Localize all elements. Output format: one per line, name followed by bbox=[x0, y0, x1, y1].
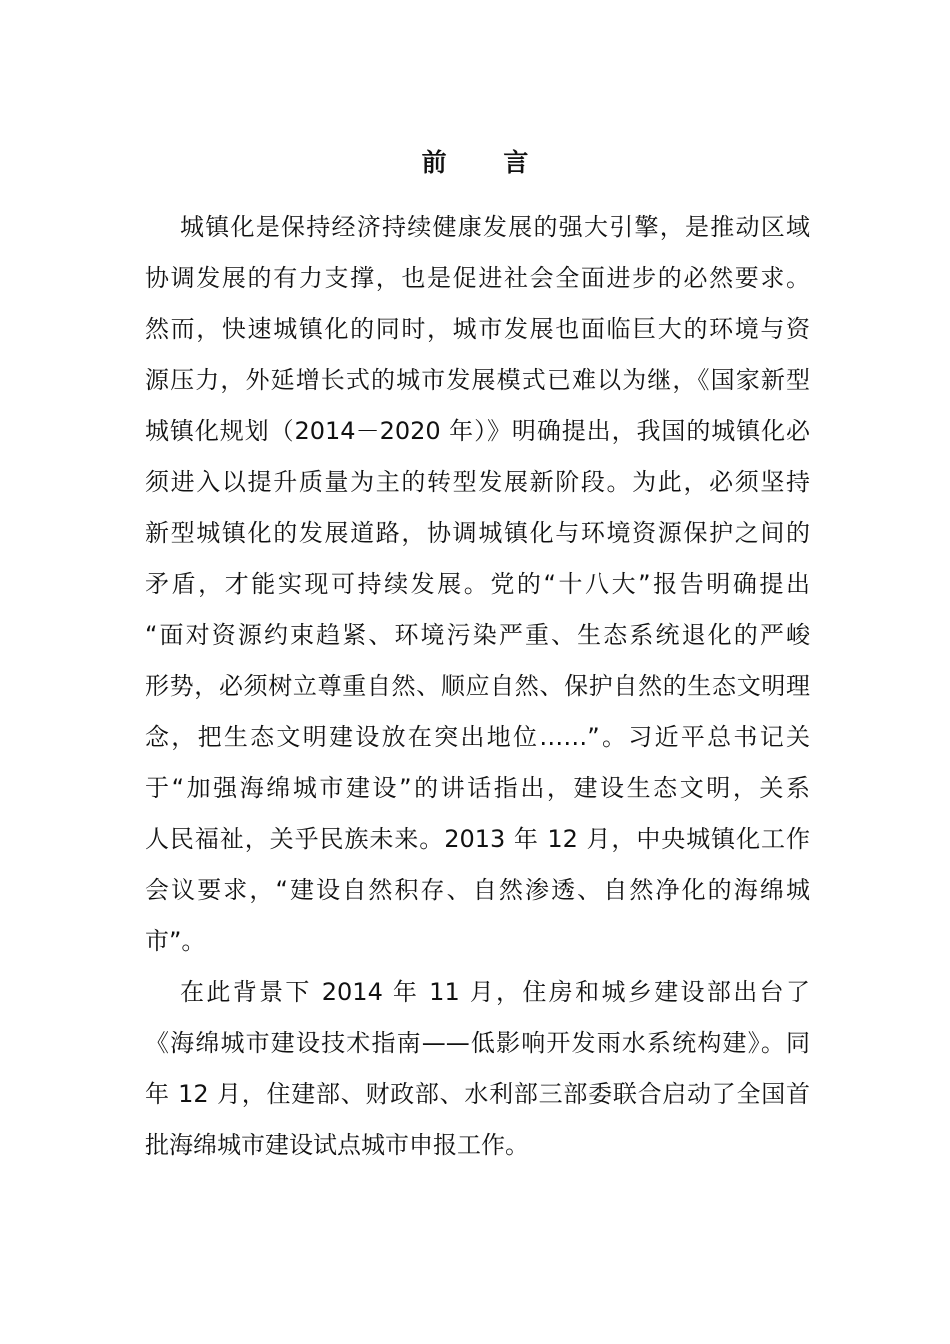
text-line: 新型城镇化的发展道路，协调城镇化与环境资源保护之间的 bbox=[145, 519, 810, 547]
text-line: 会议要求，“建设自然积存、自然渗透、自然净化的海绵城 bbox=[145, 876, 810, 904]
text-line: 《海绵城市建设技术指南——低影响开发雨水系统构建》。同 bbox=[145, 1029, 810, 1057]
text-line: 于“加强海绵城市建设”的讲话指出，建设生态文明，关系 bbox=[145, 774, 810, 802]
text-line: 在此背景下 2014 年 11 月，住房和城乡建设部出台了 bbox=[180, 978, 810, 1006]
text-line: 城镇化规划（2014－2020 年）》明确提出，我国的城镇化必 bbox=[145, 417, 810, 445]
text-line: 念，把生态文明建设放在突出地位……”。习近平总书记关 bbox=[145, 723, 810, 751]
text-line: 年 12 月，住建部、财政部、水利部三部委联合启动了全国首 bbox=[145, 1080, 810, 1108]
paragraph-1 bbox=[145, 202, 810, 967]
text-line: 源压力，外延增长式的城市发展模式已难以为继，《国家新型 bbox=[145, 366, 810, 394]
text-line: 协调发展的有力支撑，也是促进社会全面进步的必然要求。 bbox=[145, 264, 810, 292]
text-line: 批海绵城市建设试点城市申报工作。 bbox=[145, 1131, 529, 1159]
text-line: 人民福祉，关乎民族未来。2013 年 12 月，中央城镇化工作 bbox=[145, 825, 810, 853]
text-line: “面对资源约束趋紧、环境污染严重、生态系统退化的严峻 bbox=[145, 621, 810, 649]
text-line: 城镇化是保持经济持续健康发展的强大引擎，是推动区域 bbox=[180, 213, 810, 241]
text-line: 然而，快速城镇化的同时，城市发展也面临巨大的环境与资 bbox=[145, 315, 810, 343]
paragraph-2 bbox=[145, 967, 810, 1171]
page-title: 前 言 bbox=[421, 148, 553, 177]
text-line: 须进入以提升质量为主的转型发展新阶段。为此，必须坚持 bbox=[145, 468, 810, 496]
document-body bbox=[145, 202, 810, 1171]
text-line: 市”。 bbox=[145, 927, 206, 955]
text-line: 矛盾，才能实现可持续发展。党的“十八大”报告明确提出 bbox=[145, 570, 810, 598]
text-line: 形势，必须树立尊重自然、顺应自然、保护自然的生态文明理 bbox=[145, 672, 810, 700]
